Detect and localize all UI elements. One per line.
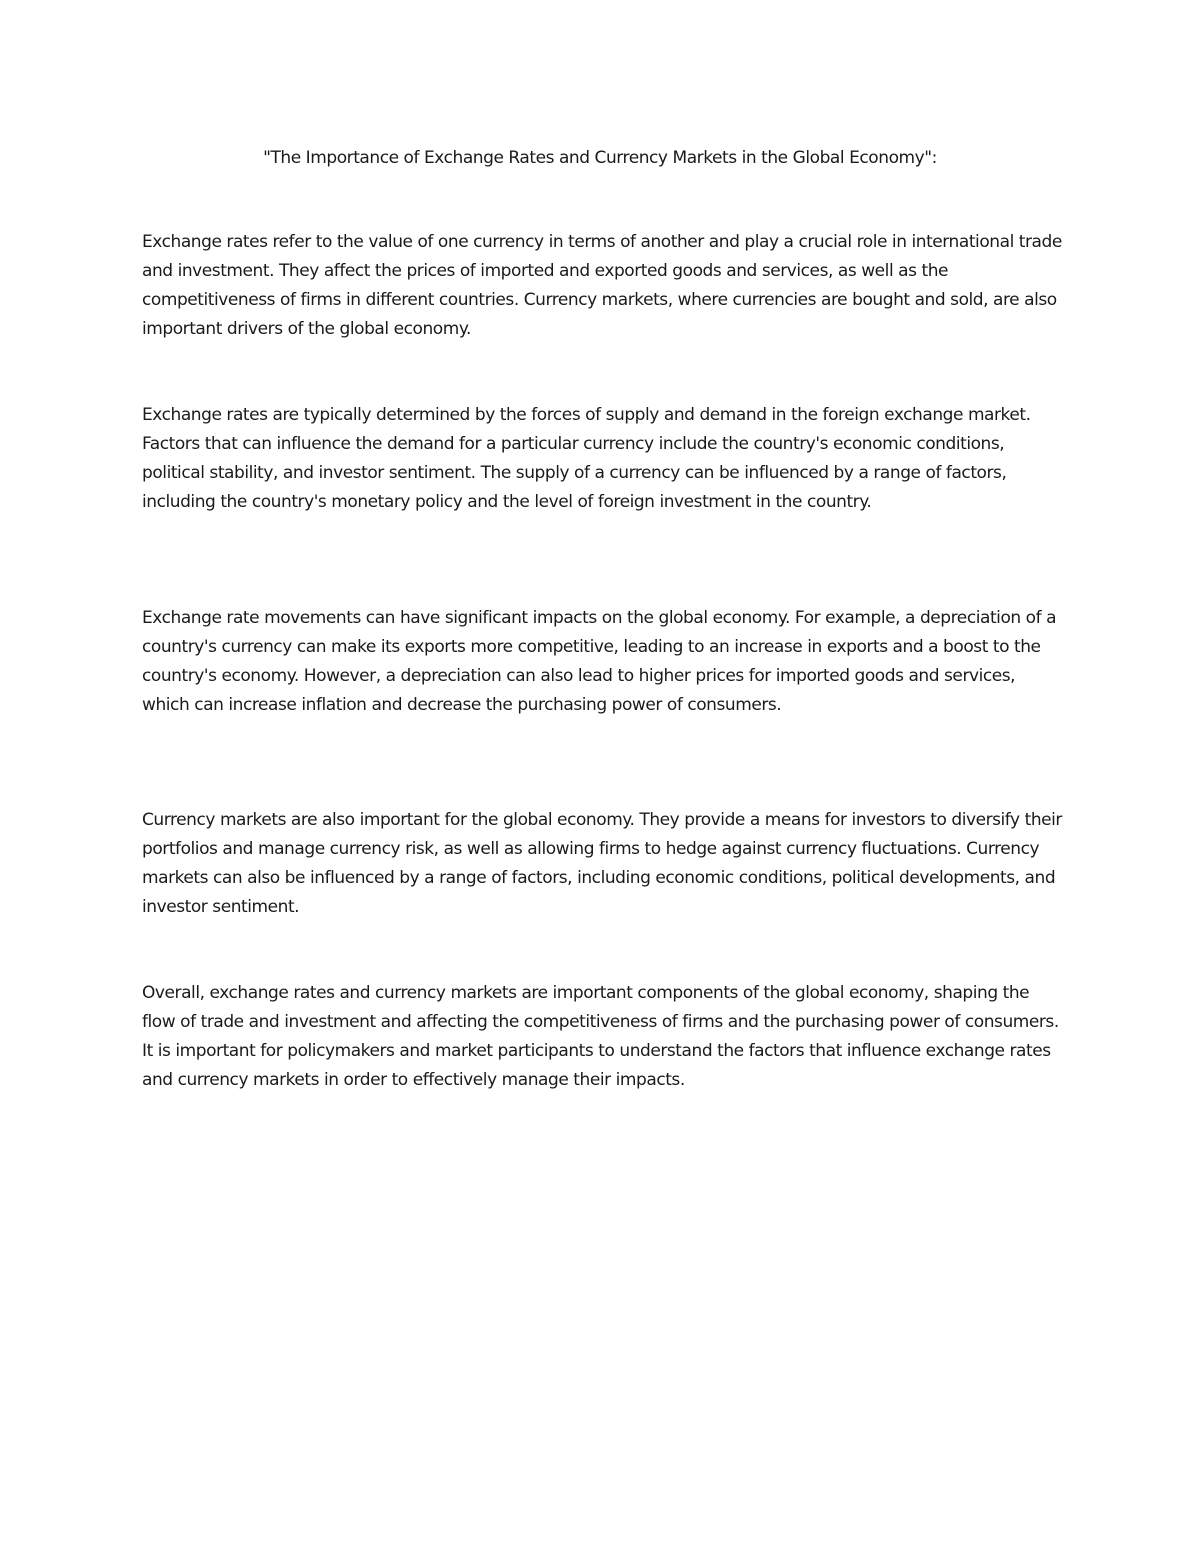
paragraph-3: Exchange rate movements can have significant impacts on the global economy. For example, a depreciation of a country's currency can make its exports more competitive, leading to an increase in exports and a boost to the country's economy. However, a depreciation can also lead to higher prices for imported goods and services, which can increase inflation and decrease the purchasing power of consumers. [142, 608, 1057, 715]
paragraph-1: Exchange rates refer to the value of one currency in terms of another and play a crucial role in international trade and investment. They affect the prices of imported and exported goods and services, as well as the competitiveness of firms in different countries. Currency markets, where currencies are bought and sold, are also important drivers of the global economy. [142, 232, 1062, 339]
paragraph-4: Currency markets are also important for the global economy. They provide a means for investors to diversify their portfolios and manage currency risk, as well as allowing firms to hedge against currency fluctuations. Currency markets can also be influenced by a range of factors, including economic conditions, political developments, and investor sentiment. [142, 810, 1062, 917]
document-title: "The Importance of Exchange Rates and Currency Markets in the Global Economy": [263, 148, 937, 168]
paragraph-5: Overall, exchange rates and currency markets are important components of the global economy, shaping the flow of trade and investment and affecting the competitiveness of firms and the purchasing power of consumers. It is important for policymakers and market participants to understand the factors that influence exchange rates and currency markets in order to effectively manage their impacts. [142, 983, 1059, 1090]
paragraph-2: Exchange rates are typically determined by the forces of supply and demand in the foreign exchange market. Factors that can influence the demand for a particular currency include the country's economic conditions, political stability, and investor sentiment. The supply of a currency can be influenced by a range of factors, including the country's monetary policy and the level of foreign investment in the country. [142, 405, 1031, 512]
